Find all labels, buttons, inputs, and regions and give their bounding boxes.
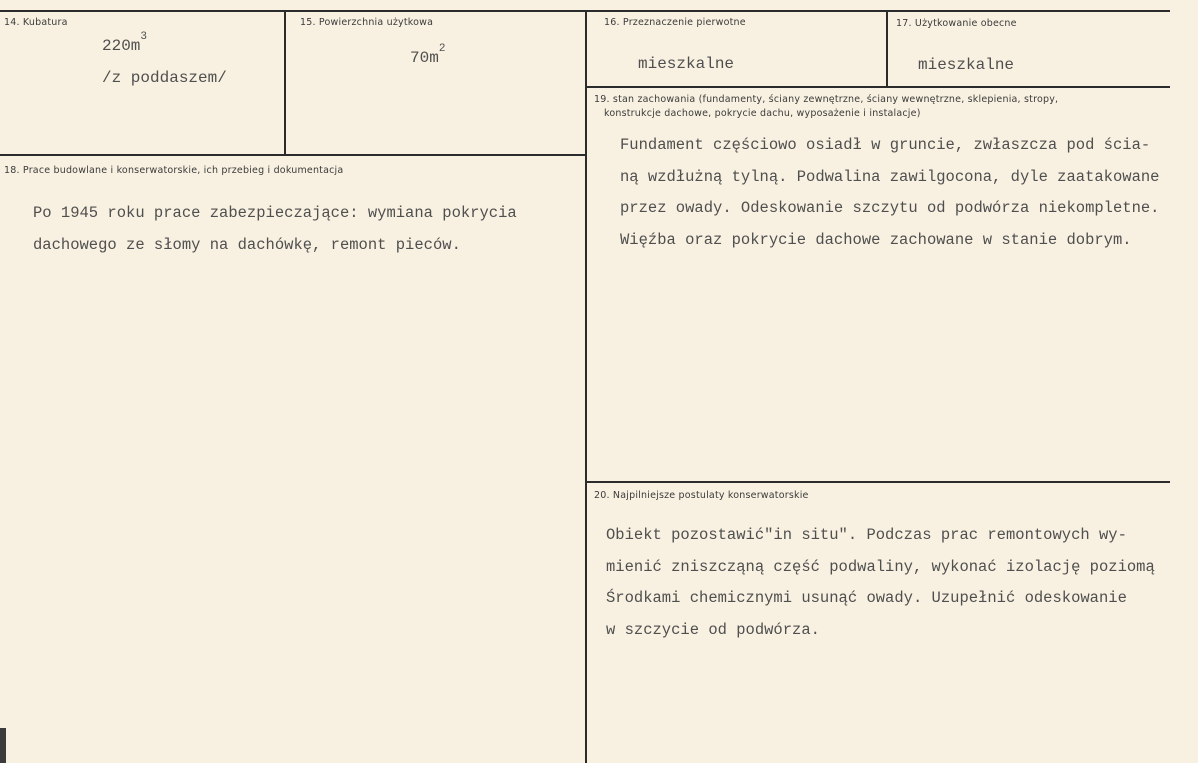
field-19-text	[620, 130, 1160, 256]
field-20-line: w szczycie od podwórza.	[606, 620, 820, 639]
field-16-label: 16. Przeznaczenie pierwotne	[604, 17, 746, 28]
field-19-line: Fundament częściowo osiadł w gruncie, zwłaszcza pod ścia-	[620, 136, 1151, 154]
rule-above-20	[585, 481, 1170, 483]
field-19-label-2: konstrukcje dachowe, pokrycie dachu, wyposażenie i instalacje)	[604, 108, 921, 119]
field-14-exponent: 3	[140, 31, 148, 43]
field-19-label-1: 19. stan zachowania (fundamenty, ściany zewnętrzne, ściany wewnętrzne, sklepienia, stropy,	[594, 94, 1059, 105]
field-20-label: 20. Najpilniejsze postulaty konserwatorskie	[594, 490, 809, 501]
field-20-text	[606, 520, 1155, 646]
field-15-value	[410, 43, 446, 67]
center-divider	[585, 10, 587, 763]
divider-16-17	[886, 10, 888, 86]
field-14-note: /z poddaszem/	[102, 69, 227, 87]
divider-14-15	[284, 10, 286, 156]
field-18-text	[33, 198, 517, 261]
field-19-line: przez owady. Odeskowanie szczytu od podwórza niekompletne.	[620, 199, 1160, 217]
field-14-label: 14. Kubatura	[4, 17, 68, 28]
field-17-value: mieszkalne	[918, 56, 1015, 74]
field-20-line: Środkami chemicznymi usunąć owady. Uzupełnić odeskowanie	[606, 589, 1127, 607]
field-18-line: dachowego ze słomy na dachówkę, remont pieców.	[33, 235, 461, 254]
field-19-line: Więźba oraz pokrycie dachowe zachowane w stanie dobrym.	[620, 230, 1132, 249]
field-17-label: 17. Użytkowanie obecne	[896, 18, 1017, 29]
field-18-line: Po 1945 roku prace zabezpieczające: wymiana pokrycia	[33, 204, 517, 222]
field-15-exponent: 2	[438, 43, 446, 55]
field-20-line: Obiekt pozostawić"in situ". Podczas prac remontowych wy-	[606, 526, 1127, 544]
field-18-label: 18. Prace budowlane i konserwatorskie, ich przebieg i dokumentacja	[4, 165, 344, 176]
field-14-number: 220m	[102, 37, 141, 55]
field-16-value: mieszkalne	[638, 55, 735, 73]
field-19-line: ną wzdłużną tylną. Podwalina zawilgocona, dyle zaatakowane	[620, 167, 1160, 186]
rule-below-16-17	[585, 86, 1170, 88]
field-20-line: mienić zniszcząną część podwaliny, wykonać izolację poziomą	[606, 557, 1155, 576]
field-15-label: 15. Powierzchnia użytkowa	[300, 17, 434, 28]
field-15-number: 70m	[410, 49, 439, 67]
rule-below-14-15	[0, 154, 585, 156]
binding-edge	[0, 728, 6, 763]
field-14-value	[102, 31, 148, 55]
